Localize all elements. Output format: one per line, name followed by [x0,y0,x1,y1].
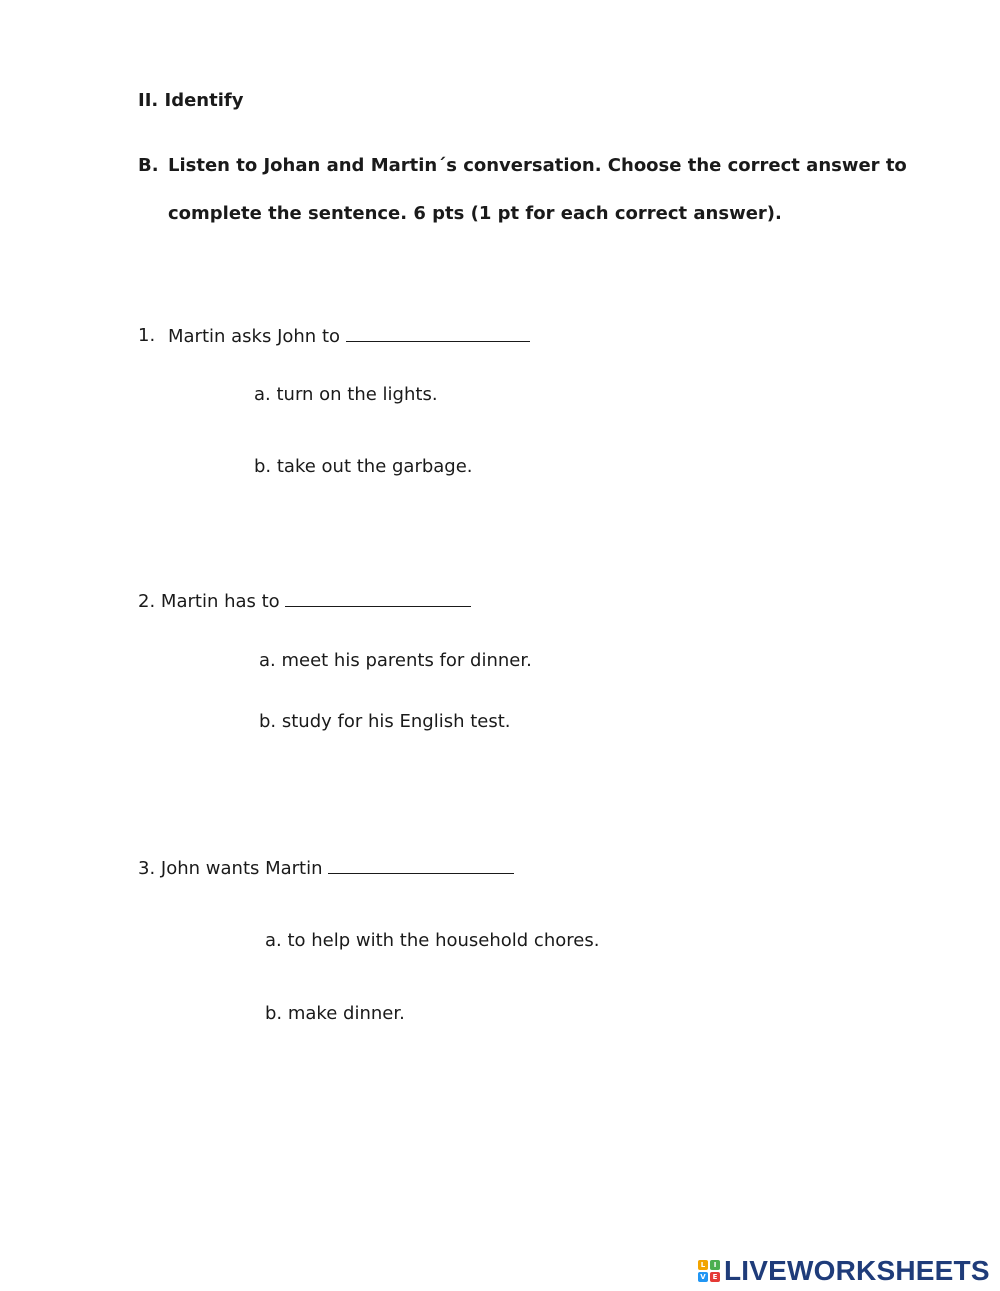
instruction-line-2: complete the sentence. 6 pts (1 pt for each correct answer). [168,203,782,224]
question-1-option-a[interactable]: a. turn on the lights. [254,384,438,405]
question-2-option-a[interactable]: a. meet his parents for dinner. [259,650,532,671]
logo-block-v: V [698,1272,708,1282]
question-2-option-b[interactable]: b. study for his English test. [259,711,511,732]
question-2-number: 2. [138,591,156,612]
logo-blocks-icon [698,1260,720,1282]
question-3-blank[interactable] [328,857,514,874]
question-1-text: Martin asks John to [168,326,341,347]
section-title: II. Identify [138,90,244,111]
question-3-option-b[interactable]: b. make dinner. [265,1003,405,1024]
instruction-line-1: Listen to Johan and Martin´s conversation. Choose the correct answer to [168,155,907,176]
question-1-option-b[interactable]: b. take out the garbage. [254,456,473,477]
question-1-blank[interactable] [346,325,530,342]
logo-block-l: L [698,1260,708,1270]
instruction-letter: B. [138,155,159,176]
question-2-blank[interactable] [285,590,471,607]
question-1-stem [168,325,530,347]
question-3-line [138,857,514,879]
question-2-line [138,590,471,612]
question-3-text: John wants Martin [160,858,323,879]
liveworksheets-logo [698,1256,990,1286]
logo-block-i: I [710,1260,720,1270]
question-3-option-a[interactable]: a. to help with the household chores. [265,930,600,951]
question-2-text: Martin has to [160,591,280,612]
question-3-number: 3. [138,858,156,879]
logo-text: LIVEWORKSHEETS [724,1255,990,1286]
question-1-number: 1. [138,325,156,346]
logo-block-e: E [710,1272,720,1282]
